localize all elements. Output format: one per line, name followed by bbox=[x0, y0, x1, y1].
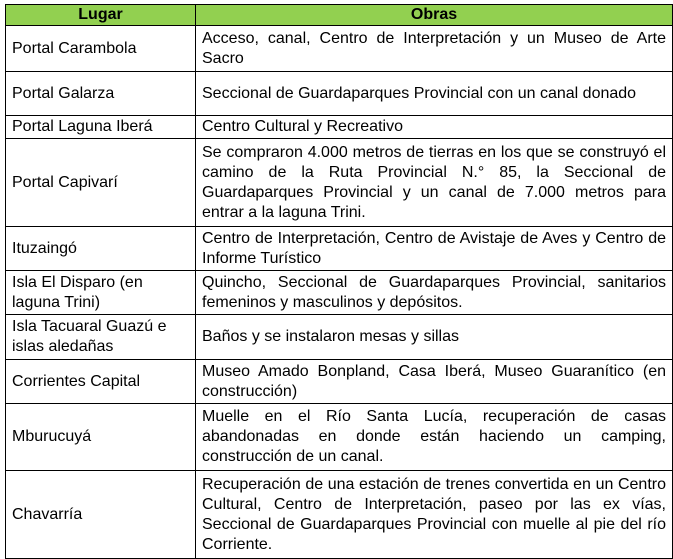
works-cell: Museo Amado Bonpland, Casa Iberá, Museo Guaranítico (en construcción) bbox=[196, 360, 673, 404]
works-cell: Centro Cultural y Recreativo bbox=[196, 116, 673, 139]
table-row bbox=[6, 360, 673, 404]
table-row bbox=[6, 404, 673, 471]
works-cell: Quincho, Seccional de Guardaparques Provincial, sanitarios femeninos y masculinos y depósitos. bbox=[196, 271, 673, 315]
place-cell: Chavarría bbox=[6, 471, 196, 559]
works-cell: Recuperación de una estación de trenes convertida en un Centro Cultural, Centro de Interpretación, paseo por las ex vías, Seccional de Guardaparques Provincial con muelle al pie del río Corriente. bbox=[196, 471, 673, 559]
place-cell: Portal Galarza bbox=[6, 72, 196, 116]
works-cell: Muelle en el Río Santa Lucía, recuperación de casas abandonadas en donde están haciendo un camping, construcción de un canal. bbox=[196, 404, 673, 471]
header-works: Obras bbox=[196, 5, 673, 26]
works-cell: Baños y se instalaron mesas y sillas bbox=[196, 315, 673, 360]
table-row bbox=[6, 116, 673, 139]
place-cell: Mburucuyá bbox=[6, 404, 196, 471]
place-cell: Portal Carambola bbox=[6, 26, 196, 72]
table-row bbox=[6, 271, 673, 315]
place-cell: Portal Laguna Iberá bbox=[6, 116, 196, 139]
table-row bbox=[6, 139, 673, 227]
place-cell: Portal Capivarí bbox=[6, 139, 196, 227]
place-cell: Isla El Disparo (en laguna Trini) bbox=[6, 271, 196, 315]
header-row bbox=[6, 5, 673, 26]
place-cell: Isla Tacuaral Guazú e islas aledañas bbox=[6, 315, 196, 360]
works-cell: Centro de Interpretación, Centro de Avistaje de Aves y Centro de Informe Turístico bbox=[196, 227, 673, 271]
place-cell: Ituzaingó bbox=[6, 227, 196, 271]
place-cell: Corrientes Capital bbox=[6, 360, 196, 404]
works-cell: Seccional de Guardaparques Provincial con un canal donado bbox=[196, 72, 673, 116]
works-cell: Acceso, canal, Centro de Interpretación y un Museo de Arte Sacro bbox=[196, 26, 673, 72]
header-place: Lugar bbox=[6, 5, 196, 26]
table-row bbox=[6, 227, 673, 271]
works-table bbox=[5, 4, 673, 559]
table-row bbox=[6, 72, 673, 116]
works-cell: Se compraron 4.000 metros de tierras en los que se construyó el camino de la Ruta Provincial N.° 85, la Seccional de Guardaparques Provincial y un canal de 7.000 metros para entrar a la laguna Trini. bbox=[196, 139, 673, 227]
table-row bbox=[6, 315, 673, 360]
table-row bbox=[6, 471, 673, 559]
table-row bbox=[6, 26, 673, 72]
